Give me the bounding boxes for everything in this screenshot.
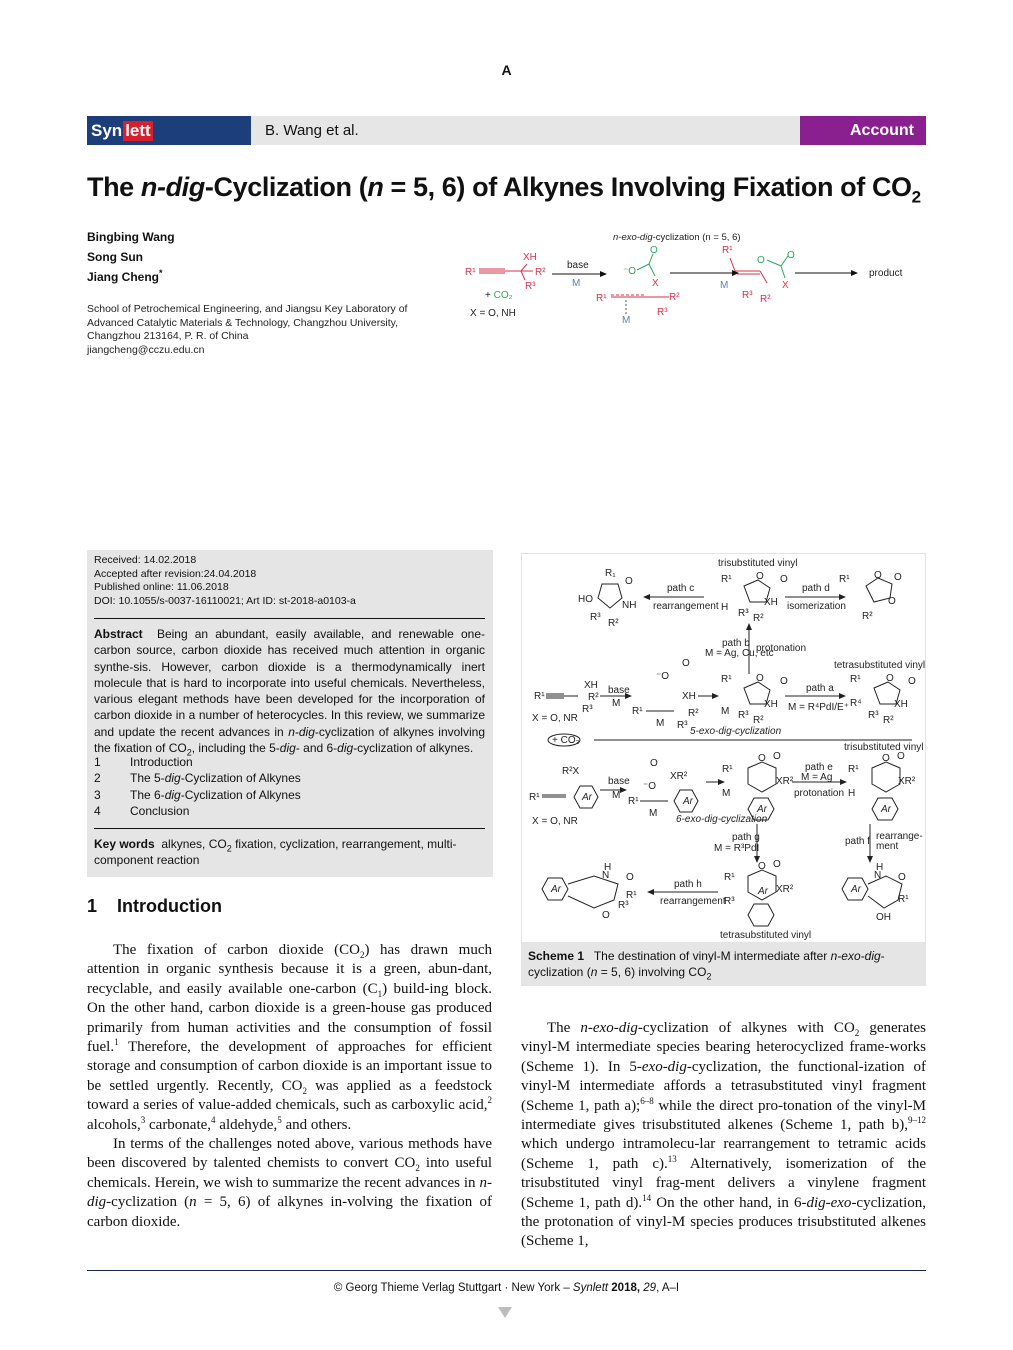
article-title: The n-dig-Cyclization (n = 5, 6) of Alkynes Involving Fixation of $CO_2$ (87, 172, 921, 207)
svg-text:O: O (898, 872, 906, 883)
svg-text:R¹: R¹ (628, 796, 639, 807)
toc-item[interactable]: 3 The 6- dig -Cyclization of Alkynes (94, 787, 301, 802)
svg-text:base: base (567, 260, 589, 271)
svg-text:path d: path d (802, 583, 830, 594)
svg-text:6-exo-dig-cyclization: 6-exo-dig-cyclization (676, 814, 768, 825)
svg-text:XH: XH (764, 597, 778, 608)
svg-text:O: O (757, 255, 765, 266)
svg-text:R¹: R¹ (722, 764, 733, 775)
svg-text:R¹: R¹ (534, 691, 545, 702)
svg-text:Ar: Ar (758, 886, 768, 897)
svg-text:R²: R² (535, 267, 546, 278)
svg-text:R²: R² (883, 715, 894, 726)
svg-text:O: O (787, 250, 795, 261)
svg-text:O: O (874, 570, 882, 581)
scheme-caption: Scheme 1 The destination of vinyl-M intermediate after n-exo-dig-cyclization (n = 5, 6) involving $CO_2$ (521, 943, 926, 986)
svg-text:R³: R³ (582, 704, 593, 715)
svg-text:R¹: R¹ (722, 245, 733, 256)
svg-text:H: H (848, 788, 856, 799)
page-letter: A (501, 62, 512, 78)
svg-text:R²: R² (688, 708, 699, 719)
svg-text:X = O, NR: X = O, NR (532, 713, 578, 724)
svg-text:⁻O: ⁻O (656, 671, 670, 682)
svg-text:H: H (876, 862, 884, 873)
svg-text:O: O (650, 245, 658, 256)
running-authors: B. Wang et al. (251, 116, 800, 145)
svg-text:R³: R³ (868, 710, 879, 721)
svg-text:R³: R³ (525, 281, 536, 292)
svg-text:O: O (682, 658, 690, 669)
section-heading: 1 Introduction (87, 896, 222, 916)
svg-text:O: O (886, 673, 894, 684)
svg-text:O: O (758, 861, 766, 872)
svg-text:R³: R³ (677, 720, 688, 731)
svg-text:HO: HO (578, 594, 593, 605)
svg-text:XR²: XR² (898, 776, 916, 787)
svg-text:M = Ag, Cu, etc: M = Ag, Cu, etc (705, 648, 774, 659)
svg-text:rearrangement: rearrangement (653, 601, 719, 612)
svg-text:O: O (908, 676, 916, 687)
author[interactable]: Song Sun (87, 250, 143, 264)
svg-text:X = O, NH: X = O, NH (470, 308, 516, 319)
svg-text:5-exo-dig-cyclization: 5-exo-dig-cyclization (690, 726, 782, 737)
published-date: Published online: 11.06.2018 (94, 581, 229, 594)
svg-text:M = R⁴PdI/E⁺: M = R⁴PdI/E⁺ (788, 702, 849, 713)
svg-text:path a: path a (806, 683, 834, 694)
svg-text:O: O (894, 572, 902, 583)
svg-text:⁻O: ⁻O (643, 781, 657, 792)
next-page-arrow-icon[interactable] (498, 1307, 512, 1318)
table-of-contents (94, 754, 301, 819)
svg-text:H: H (721, 602, 729, 613)
svg-text:XH: XH (894, 699, 908, 710)
svg-text:O: O (626, 872, 634, 883)
svg-text:Ar: Ar (551, 884, 561, 895)
svg-text:NH: NH (622, 600, 637, 611)
svg-text:R¹: R¹ (724, 872, 735, 883)
svg-text:M: M (612, 790, 621, 801)
svg-text:X: X (782, 280, 789, 291)
svg-text:R¹: R¹ (529, 792, 540, 803)
svg-text:XH: XH (523, 252, 537, 263)
svg-text:trisubstituted vinyl: trisubstituted vinyl (844, 742, 924, 753)
svg-text:M: M (649, 808, 658, 819)
svg-text:O: O (780, 574, 788, 585)
svg-text:M: M (721, 706, 730, 717)
svg-text:XR²: XR² (776, 776, 794, 787)
svg-text:R²: R² (669, 292, 680, 303)
svg-text:ment: ment (876, 841, 899, 852)
keywords: Key words alkynes, $CO_2$ fixation, cyclization, rearrangement, multi-component reaction (94, 837, 457, 868)
intro-text: The fixation of carbon dioxide $(CO_2)$ has drawn much attention in organic synthesis because it is a green, abun-dant, recyclable, and easily available one-carbon $(C_1)$ build-ing block. On the other hand, carbon dioxide is a green-house gas produced primarily from human activities and the consumption of fossil fuel.$^1$ Therefore, the development of approaches for efficient storage and consumption of carbon dioxide is an important issue to be settled urgently. Recently, $CO_2$ was applied as a feedstock toward a series of value-added chemicals, such as carboxylic acid,$^2$ alcohols,$^3$ carbonate,$^4$ aldehyde,$^5$ and others. In terms of the challenges noted above, various methods have been discovered by talented chemists to convert $CO_2$ into useful chemicals. Herein, we wish to summarize the recent advances in n-dig-cyclization (n = 5, 6) of alkynes in-volving the fixation of carbon dioxide. (87, 942, 492, 1230)
svg-text:O: O (780, 676, 788, 687)
body-text-right: The n-exo-dig-cyclization of alkynes with $CO_2$ generates vinyl-M intermediate species bearing heterocyclized frame-works (Scheme 1). In 5-exo-dig-cyclization, the functional-ization of vinyl-M intermediate affords a tetrasubstituted vinyl fragment (Scheme 1, path a);$^{6-8}$ while the direct pro-tonation of the vinyl-M intermediate gives trisubstituted alkenes (Scheme 1, path b),$^{9-12}$ which undergo intramolecu-lar rearrangement to tetramic acids (Scheme 1, path c).$^{13}$ Alternatively, isomerization of the trisubstituted vinyl frag-ment delivers a vinylene fragment (Scheme 1, path d).$^{14}$ On the other hand, in 6-dig-exo-cyclization, the protonation of vinyl-M species produces trisubstituted alkenes (Scheme 1, (521, 1020, 927, 1250)
svg-text:path e: path e (805, 762, 833, 773)
svg-text:M: M (622, 315, 631, 326)
toc-item[interactable]: 2 The 5- dig -Cyclization of Alkynes (94, 771, 301, 786)
svg-text:N: N (602, 870, 610, 881)
affiliation: School of Petrochemical Engineering, and Jiangsu Key Laboratory of Advanced Catalytic Materials & Technology, Changzhou University, Changzhou 213164, P. R. of China jiangcheng@cczu.edu.cn (87, 303, 408, 356)
divider (94, 828, 485, 829)
svg-text:R²: R² (753, 715, 764, 726)
toc-item[interactable]: 1 Introduction (94, 755, 193, 769)
svg-text:R¹: R¹ (465, 267, 476, 278)
svg-text:n-exo-dig-cyclization (n = 5,: n-exo-dig-cyclization (n = 5, 6) (613, 232, 741, 243)
article-type: Account (800, 116, 926, 145)
svg-text:XH: XH (682, 691, 696, 702)
svg-text:path b: path b (722, 638, 750, 649)
svg-text:R¹: R¹ (626, 890, 637, 901)
svg-text:R³: R³ (738, 608, 749, 619)
svg-text:O: O (602, 910, 610, 921)
svg-text:O: O (758, 753, 766, 764)
svg-text:+ CO₂: + CO₂ (552, 735, 580, 746)
svg-text:isomerization: isomerization (787, 601, 846, 612)
svg-text:⁻O: ⁻O (623, 266, 637, 277)
logo-syn: Syn (91, 120, 123, 140)
toc-item[interactable]: 4 Conclusion (94, 803, 190, 818)
svg-text:M: M (572, 278, 581, 289)
svg-text:base: base (608, 776, 630, 787)
svg-text:O: O (756, 673, 764, 684)
scheme-1-figure (521, 553, 926, 943)
author-list (87, 227, 175, 287)
svg-text:R³: R³ (742, 290, 753, 301)
svg-text:Ar: Ar (757, 804, 767, 815)
svg-text:R¹: R¹ (721, 574, 732, 585)
svg-text:O: O (625, 576, 633, 587)
svg-text:H: H (604, 862, 612, 873)
svg-text:O: O (650, 758, 658, 769)
svg-text:path g: path g (732, 832, 760, 843)
svg-text:R³: R³ (657, 307, 668, 318)
svg-text:R¹: R¹ (850, 674, 861, 685)
svg-text:R¹: R¹ (596, 293, 607, 304)
svg-text:R³: R³ (738, 710, 749, 721)
svg-text:R¹: R¹ (839, 574, 850, 585)
doi-link[interactable]: DOI: 10.1055/s-0037-16110021; Art ID: st-2018-a0103-a (94, 594, 356, 607)
journal-banner (87, 116, 926, 145)
svg-text:XR²: XR² (670, 771, 688, 782)
svg-text:X: X (652, 278, 659, 289)
svg-text:R⁴: R⁴ (850, 698, 862, 709)
svg-text:R²: R² (760, 294, 771, 305)
svg-text:XR²: XR² (776, 884, 794, 895)
svg-text:product: product (869, 268, 903, 279)
svg-text:R¹: R¹ (848, 764, 859, 775)
svg-text:path f: path f (845, 836, 871, 847)
article-history (94, 554, 356, 608)
svg-text:base: base (608, 685, 630, 696)
svg-text:O: O (888, 596, 896, 607)
svg-text:O: O (756, 571, 764, 582)
svg-text:M: M (722, 788, 731, 799)
svg-text:R³: R³ (724, 896, 735, 907)
svg-text:R²: R² (608, 618, 619, 629)
abstract-text: Abstract Being an abundant, easily available, and renewable one-carbon source, carbon dioxide has received much attention in organic synthe-sis. However, carbon dioxide is a thermodynamically inert molecule that is hard to incorporate into useful chemicals. Nevertheless, various elegant methods have been developed for the incorporation of carbon dioxide in a number of heterocycles. In this review, we summarize and update the recent advances in n-dig-cyclization of alkynes involving the fixation of $CO_2$, including the 5-dig- and 6-dig-cyclization of alkynes. (94, 627, 485, 758)
divider (94, 618, 485, 619)
svg-text:R¹: R¹ (898, 894, 909, 905)
svg-text:R²: R² (862, 611, 873, 622)
svg-text:protonation: protonation (794, 788, 845, 799)
svg-text:O: O (882, 753, 890, 764)
svg-text:O: O (897, 751, 905, 762)
svg-text:tetrasubstituted vinyl: tetrasubstituted vinyl (834, 660, 926, 671)
svg-text:rearrangement: rearrangement (660, 896, 726, 907)
svg-text:Ar: Ar (582, 792, 592, 803)
svg-text:M: M (656, 718, 665, 729)
accepted-date: Accepted after revision:24.04.2018 (94, 567, 257, 580)
author[interactable]: Bingbing Wang (87, 230, 175, 244)
svg-text:M: M (720, 280, 729, 291)
svg-text:R¹: R¹ (721, 674, 732, 685)
svg-text:M = R³PdI: M = R³PdI (714, 843, 760, 854)
journal-logo (87, 116, 251, 145)
graphical-abstract (455, 228, 925, 328)
svg-text:path h: path h (674, 879, 702, 890)
svg-text:Ar: Ar (881, 804, 891, 815)
svg-text:R³: R³ (618, 900, 629, 911)
svg-text:Ar: Ar (851, 884, 861, 895)
svg-text:R₁: R₁ (605, 568, 616, 579)
svg-text:path c: path c (667, 583, 695, 594)
svg-text:R²: R² (588, 692, 599, 703)
page-footer: © Georg Thieme Verlag Stuttgart · New York – Synlett 2018, 29, A–I (333, 1282, 680, 1294)
svg-text:XH: XH (584, 680, 598, 691)
svg-text:tetrasubstituted vinyl: tetrasubstituted vinyl (720, 930, 812, 941)
svg-text:trisubstituted vinyl: trisubstituted vinyl (718, 558, 798, 569)
svg-text:O: O (773, 859, 781, 870)
svg-text:M = Ag: M = Ag (801, 772, 833, 783)
svg-text:X = O, NR: X = O, NR (532, 816, 578, 827)
svg-text:protonation: protonation (756, 643, 807, 654)
svg-text:R²: R² (753, 613, 764, 624)
author[interactable]: Jiang Cheng* (87, 268, 163, 284)
logo-lett: lett (125, 120, 151, 140)
svg-text:rearrange-: rearrange- (876, 831, 923, 842)
svg-text:R³: R³ (590, 612, 601, 623)
svg-text:XH: XH (764, 699, 778, 710)
svg-text:O: O (773, 751, 781, 762)
svg-text:Ar: Ar (683, 796, 693, 807)
svg-text:M: M (612, 698, 621, 709)
svg-text:OH: OH (876, 912, 891, 923)
svg-text:R²X: R²X (562, 766, 580, 777)
svg-text:N: N (874, 870, 882, 881)
svg-text:+ CO₂: + CO₂ (485, 290, 513, 301)
received-date: Received: 14.02.2018 (94, 554, 197, 566)
email-link[interactable]: jiangcheng@cczu.edu.cn (87, 343, 205, 356)
svg-text:R¹: R¹ (632, 706, 643, 717)
footer-divider (87, 1270, 926, 1271)
